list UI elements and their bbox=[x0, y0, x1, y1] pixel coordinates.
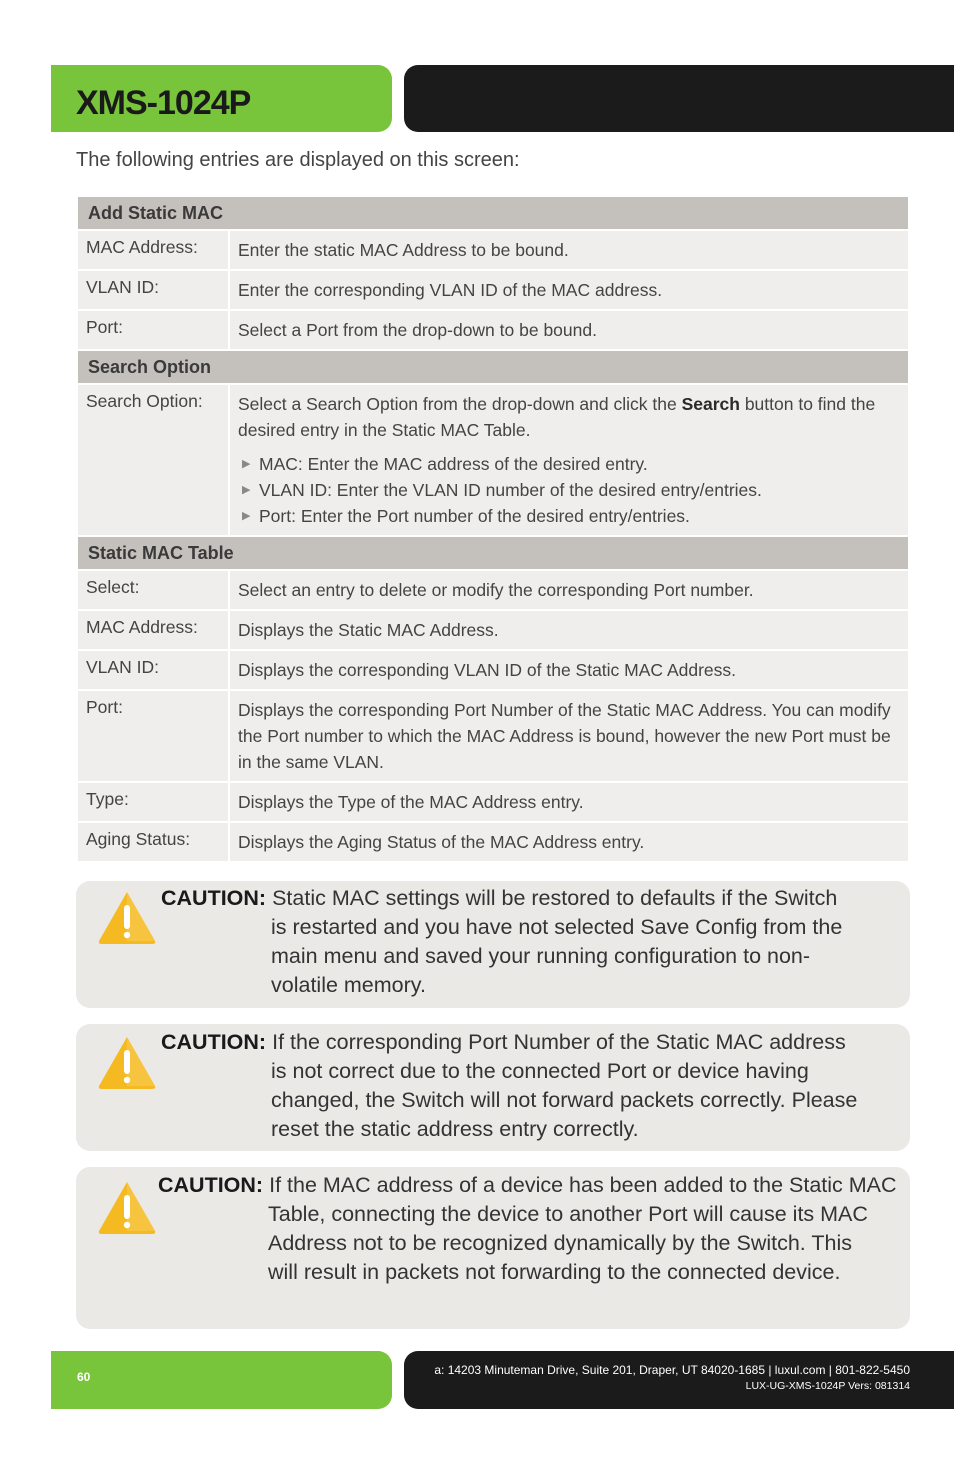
caution-line: is not correct due to the connected Port or device having bbox=[271, 1059, 809, 1083]
row-label: MAC Address: bbox=[78, 231, 228, 269]
caution-line: reset the static address entry correctly. bbox=[271, 1117, 639, 1141]
row-description: Select a Port from the drop-down to be bound. bbox=[230, 311, 908, 349]
triangle-bullet-icon: ▶ bbox=[242, 510, 251, 522]
caution-text bbox=[161, 1028, 857, 1144]
row-label: Type: bbox=[78, 783, 228, 821]
row-description: Displays the Aging Status of the MAC Address entry. bbox=[230, 823, 908, 861]
caution-box bbox=[76, 1167, 910, 1329]
table-row bbox=[78, 311, 908, 349]
list-item-text: Port: Enter the Port number of the desired entry/entries. bbox=[259, 506, 690, 526]
list-item-text: VLAN ID: Enter the VLAN ID number of the desired entry/entries. bbox=[259, 480, 762, 500]
table-row bbox=[78, 691, 908, 781]
caution-box bbox=[76, 881, 910, 1008]
warning-triangle-icon bbox=[96, 1179, 158, 1235]
caution-line: volatile memory. bbox=[271, 973, 426, 997]
row-label: Select: bbox=[78, 571, 228, 609]
row-label: Port: bbox=[78, 691, 228, 781]
caution-label: CAUTION: bbox=[161, 1030, 267, 1054]
section-title: Search Option bbox=[78, 351, 908, 383]
search-keyword: Search bbox=[681, 394, 740, 414]
section-title: Static MAC Table bbox=[78, 537, 908, 569]
row-description: Displays the Type of the MAC Address entry. bbox=[230, 783, 908, 821]
row-label: Port: bbox=[78, 311, 228, 349]
section-header-search-option bbox=[78, 351, 908, 383]
page-title: XMS-1024P bbox=[76, 84, 251, 122]
list-item-text: MAC: Enter the MAC address of the desired entry. bbox=[259, 454, 648, 474]
search-option-list bbox=[238, 451, 900, 529]
intro-text: The following entries are displayed on this screen: bbox=[76, 149, 520, 171]
table-row bbox=[78, 823, 908, 861]
caution-line: If the corresponding Port Number of the Static MAC address bbox=[272, 1030, 846, 1054]
row-description: Displays the corresponding VLAN ID of the Static MAC Address. bbox=[230, 651, 908, 689]
row-description: Displays the Static MAC Address. bbox=[230, 611, 908, 649]
list-item bbox=[238, 503, 900, 529]
row-label: VLAN ID: bbox=[78, 651, 228, 689]
warning-triangle-icon bbox=[96, 1034, 158, 1090]
triangle-bullet-icon: ▶ bbox=[242, 484, 251, 496]
row-label: MAC Address: bbox=[78, 611, 228, 649]
row-description bbox=[230, 385, 908, 535]
desc-text: Select a Search Option from the drop-down and click the bbox=[238, 394, 682, 414]
table-row bbox=[78, 783, 908, 821]
table-row bbox=[78, 611, 908, 649]
caution-line: If the MAC address of a device has been added to the Static MAC bbox=[269, 1173, 897, 1197]
row-label: Search Option: bbox=[78, 385, 228, 535]
footer-address: a: 14203 Minuteman Drive, Suite 201, Draper, UT 84020-1685 | luxul.com | 801-822-5450 bbox=[434, 1363, 910, 1377]
table-row bbox=[78, 571, 908, 609]
row-label: Aging Status: bbox=[78, 823, 228, 861]
triangle-bullet-icon: ▶ bbox=[242, 458, 251, 470]
footer-info-bar bbox=[404, 1351, 954, 1409]
entries-table bbox=[76, 195, 910, 863]
caution-line: Address not to be recognized dynamically by the Switch. This bbox=[268, 1231, 852, 1255]
caution-label: CAUTION: bbox=[158, 1173, 264, 1197]
caution-text bbox=[158, 1171, 897, 1287]
list-item bbox=[238, 477, 900, 503]
header-dark-bar bbox=[404, 65, 954, 132]
header-title-bar bbox=[51, 65, 392, 132]
page-number: 60 bbox=[77, 1370, 91, 1384]
row-description: Enter the corresponding VLAN ID of the MAC address. bbox=[230, 271, 908, 309]
warning-triangle-icon bbox=[96, 889, 158, 945]
desc-text: button to find the desired entry in the Static MAC Table. bbox=[238, 394, 876, 440]
search-description bbox=[238, 391, 900, 443]
caution-line: main menu and saved your running configuration to non- bbox=[271, 944, 811, 968]
footer-doc-version: LUX-UG-XMS-1024P Vers: 081314 bbox=[745, 1380, 910, 1392]
caution-line: changed, the Switch will not forward packets correctly. Please bbox=[271, 1088, 858, 1112]
table-row bbox=[78, 231, 908, 269]
caution-text bbox=[161, 884, 842, 1000]
caution-line: Table, connecting the device to another Port will cause its MAC bbox=[268, 1202, 868, 1226]
section-title: Add Static MAC bbox=[78, 197, 908, 229]
row-description: Displays the corresponding Port Number of the Static MAC Address. You can modify the Port number to which the MAC Address is bound, however the new Port must be in the same VLAN. bbox=[230, 691, 908, 781]
footer-page-bar bbox=[51, 1351, 392, 1409]
table-row bbox=[78, 271, 908, 309]
row-description: Select an entry to delete or modify the corresponding Port number. bbox=[230, 571, 908, 609]
table-row bbox=[78, 651, 908, 689]
list-item bbox=[238, 451, 900, 477]
row-label: VLAN ID: bbox=[78, 271, 228, 309]
caution-line: is restarted and you have not selected Save Config from the bbox=[271, 915, 843, 939]
caution-label: CAUTION: bbox=[161, 886, 267, 910]
section-header-static-mac-table bbox=[78, 537, 908, 569]
row-description: Enter the static MAC Address to be bound. bbox=[230, 231, 908, 269]
section-header-add-static-mac bbox=[78, 197, 908, 229]
caution-line: will result in packets not forwarding to the connected device. bbox=[268, 1260, 841, 1284]
table-row bbox=[78, 385, 908, 535]
caution-box bbox=[76, 1024, 910, 1151]
caution-line: Static MAC settings will be restored to defaults if the Switch bbox=[272, 886, 838, 910]
